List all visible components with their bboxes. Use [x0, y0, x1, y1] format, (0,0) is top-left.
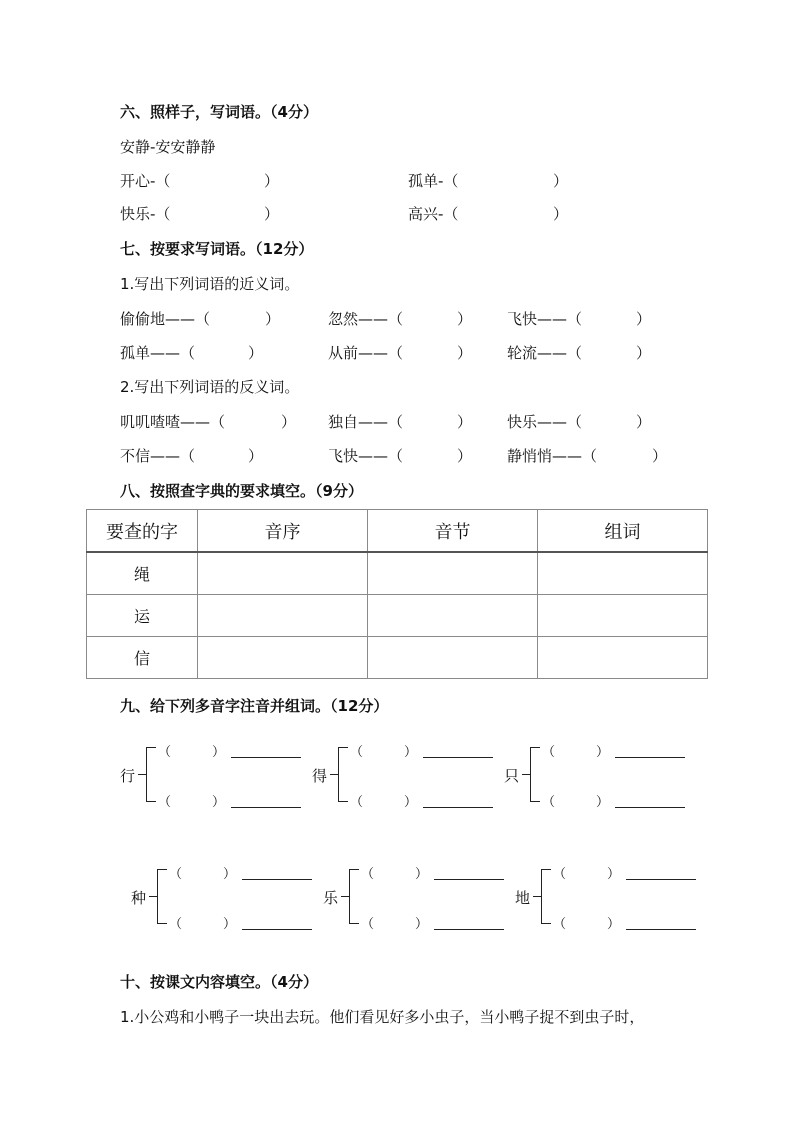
paren-close: ）	[596, 745, 610, 760]
paren-open: （	[361, 867, 375, 882]
table-row	[87, 595, 708, 637]
word-item: 从前——（	[328, 344, 404, 362]
paren-close: ）	[223, 867, 237, 882]
paren-open: （	[553, 867, 567, 882]
answer-cell[interactable]	[368, 637, 538, 679]
word-blank[interactable]	[423, 757, 493, 758]
header-index-letter: 音序	[198, 510, 368, 553]
section-7-title: 七、按要求写词语。（12分）	[120, 240, 314, 258]
brace	[157, 869, 167, 924]
section-8-title: 八、按照查字典的要求填空。（9分）	[120, 482, 363, 500]
brace	[349, 869, 359, 924]
paren-close: ）	[212, 795, 226, 810]
word-blank[interactable]	[626, 879, 696, 880]
brace	[338, 747, 348, 802]
paren-close: ）	[248, 447, 264, 465]
word-blank[interactable]	[615, 807, 685, 808]
answer-cell[interactable]	[538, 552, 708, 595]
paren-close: ）	[636, 310, 652, 328]
paren-close: ）	[457, 310, 473, 328]
paren-close: ）	[415, 917, 429, 932]
paren-close: ）	[265, 310, 281, 328]
paren-close: ）	[636, 344, 652, 362]
paren-close: ）	[553, 172, 569, 190]
table-char: 运	[87, 595, 198, 637]
word-item: 飞快——（	[507, 310, 583, 328]
paren-close: ）	[457, 413, 473, 431]
word-blank[interactable]	[242, 879, 312, 880]
word-blank[interactable]	[434, 879, 504, 880]
paren-close: ）	[596, 795, 610, 810]
word-item: 快乐——（	[507, 413, 583, 431]
paren-close: ）	[264, 172, 280, 190]
paren-open: （	[542, 745, 556, 760]
word-blank[interactable]	[615, 757, 685, 758]
word-item: 孤单——（	[120, 344, 196, 362]
paren-open: （	[158, 795, 172, 810]
polyphone-char: 地	[515, 889, 531, 907]
answer-cell[interactable]	[368, 595, 538, 637]
paren-close: ）	[415, 867, 429, 882]
paren-close: ）	[457, 447, 473, 465]
polyphone-char: 得	[312, 767, 328, 785]
section-6-title: 六、照样子，写词语。（4分）	[120, 103, 318, 121]
answer-cell[interactable]	[198, 595, 368, 637]
table-row	[87, 552, 708, 595]
word-blank[interactable]	[626, 929, 696, 930]
polyphone-char: 只	[504, 767, 520, 785]
paren-open: （	[350, 795, 364, 810]
paren-close: ）	[636, 413, 652, 431]
header-syllable: 音节	[368, 510, 538, 553]
paren-open: （	[553, 917, 567, 932]
paren-open: （	[542, 795, 556, 810]
paren-close: ）	[607, 917, 621, 932]
word-blank[interactable]	[231, 807, 301, 808]
brace	[146, 747, 156, 802]
paren-open: （	[350, 745, 364, 760]
answer-cell[interactable]	[368, 552, 538, 595]
table-char: 绳	[87, 552, 198, 595]
word-item: 开心-（	[120, 172, 171, 190]
paren-close: ）	[404, 795, 418, 810]
section-10-title: 十、按课文内容填空。（4分）	[120, 973, 318, 991]
paren-close: ）	[264, 205, 280, 223]
word-item: 轮流——（	[507, 344, 583, 362]
paren-open: （	[169, 867, 183, 882]
paren-close: ）	[223, 917, 237, 932]
paren-close: ）	[457, 344, 473, 362]
paren-close: ）	[553, 205, 569, 223]
paren-open: （	[361, 917, 375, 932]
paren-close: ）	[281, 413, 297, 431]
paren-close: ）	[652, 447, 668, 465]
answer-cell[interactable]	[198, 552, 368, 595]
paren-open: （	[158, 745, 172, 760]
word-blank[interactable]	[434, 929, 504, 930]
header-word: 组词	[538, 510, 708, 553]
question-1: 1.写出下列词语的近义词。	[120, 275, 300, 293]
word-item: 独自——（	[328, 413, 404, 431]
word-item: 叽叽喳喳——（	[120, 413, 226, 431]
word-item: 孤单-（	[408, 172, 459, 190]
word-blank[interactable]	[423, 807, 493, 808]
word-item: 快乐-（	[120, 205, 171, 223]
table-char: 信	[87, 637, 198, 679]
question-1: 1.小公鸡和小鸭子一块出去玩。他们看见好多小虫子，当小鸭子捉不到虫子时，	[120, 1008, 645, 1026]
word-item: 不信——（	[120, 447, 196, 465]
paren-open: （	[169, 917, 183, 932]
word-item: 偷偷地——（	[120, 310, 211, 328]
table-row	[87, 637, 708, 679]
paren-close: ）	[212, 745, 226, 760]
word-blank[interactable]	[242, 929, 312, 930]
answer-cell[interactable]	[538, 595, 708, 637]
polyphone-char: 行	[120, 767, 136, 785]
section-9-title: 九、给下列多音字注音并组词。（12分）	[120, 697, 389, 715]
paren-close: ）	[607, 867, 621, 882]
paren-close: ）	[404, 745, 418, 760]
polyphone-char: 乐	[323, 889, 339, 907]
answer-cell[interactable]	[538, 637, 708, 679]
word-blank[interactable]	[231, 757, 301, 758]
word-item: 飞快——（	[328, 447, 404, 465]
brace	[530, 747, 540, 802]
paren-close: ）	[248, 344, 264, 362]
dictionary-table	[86, 509, 708, 679]
word-item: 高兴-（	[408, 205, 459, 223]
brace	[541, 869, 551, 924]
header-char: 要查的字	[87, 510, 198, 553]
word-item: 忽然——（	[328, 310, 404, 328]
answer-cell[interactable]	[198, 637, 368, 679]
example-text: 安静-安安静静	[120, 138, 216, 156]
polyphone-char: 种	[131, 889, 147, 907]
word-item: 静悄悄——（	[507, 447, 598, 465]
table-header-row	[87, 510, 708, 553]
question-2: 2.写出下列词语的反义词。	[120, 378, 300, 396]
